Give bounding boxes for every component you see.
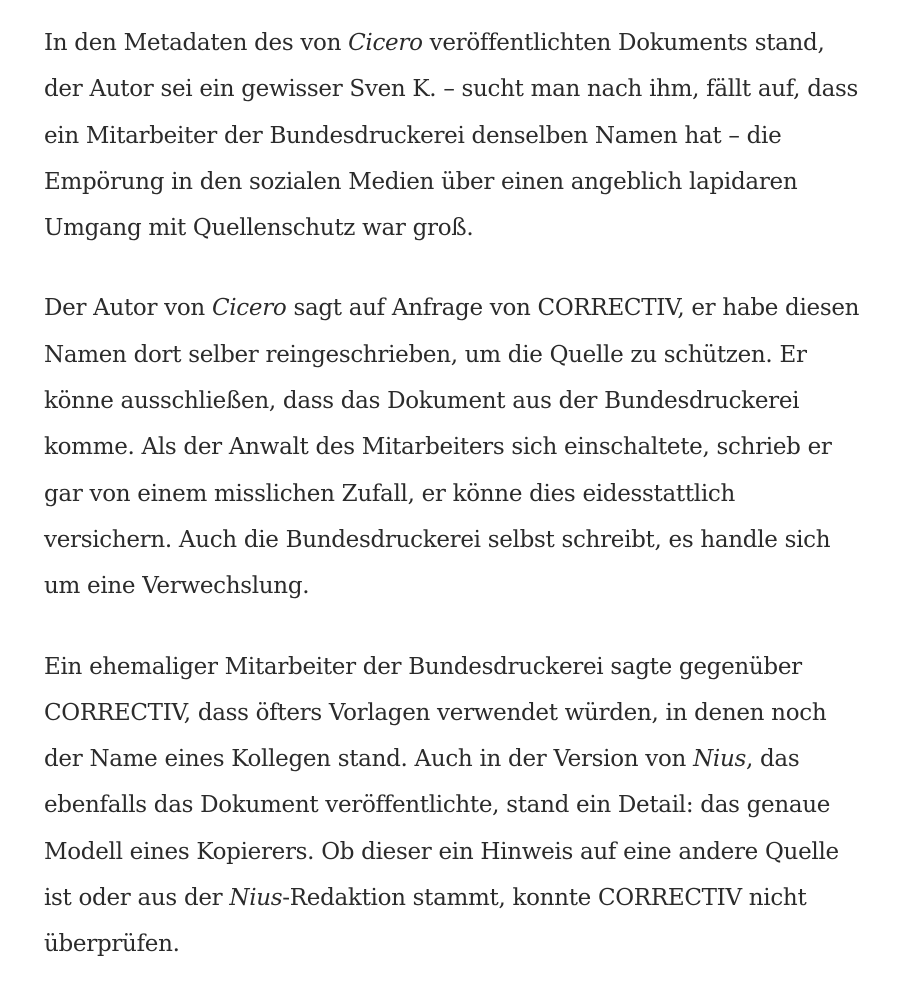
text-line <box>44 471 872 517</box>
text-line <box>44 113 872 159</box>
text-line <box>44 20 872 66</box>
text-line <box>44 285 872 331</box>
text-line <box>44 205 872 251</box>
article-paragraph <box>44 285 872 609</box>
text-run: veröffentlichten Dokuments stand, <box>422 30 825 56</box>
text-line <box>44 159 872 205</box>
text-line <box>44 66 872 112</box>
text-line <box>44 644 872 690</box>
text-run: ein Mitarbeiter der Bundesdruckerei denselben Namen hat – die <box>44 122 782 149</box>
text-run: Umgang mit Quellenschutz war groß. <box>44 215 474 242</box>
text-run: versichern. Auch die Bundesdruckerei selbst schreibt, es handle sich <box>44 526 831 553</box>
text-run: gar von einem misslichen Zufall, er könne dies eidesstattlich <box>44 480 735 507</box>
text-run: könne ausschließen, dass das Dokument aus der Bundesdruckerei <box>44 388 800 415</box>
text-line <box>44 736 872 782</box>
text-line <box>44 517 872 563</box>
article-paragraph <box>44 20 872 251</box>
text-line <box>44 875 872 921</box>
article-paragraph <box>44 644 872 968</box>
text-line <box>44 829 872 875</box>
italic-publication-name: Nius <box>693 746 746 773</box>
text-run: -Redaktion stammt, konnte CORRECTIV nicht <box>282 885 807 912</box>
text-run: Empörung in den sozialen Medien über einen angeblich lapidaren <box>44 168 798 195</box>
text-run: Namen dort selber reingeschrieben, um die Quelle zu schützen. Er <box>44 341 807 368</box>
text-run: ist oder aus der <box>44 885 230 912</box>
text-run: der Autor sei ein gewisser Sven K. – sucht man nach ihm, fällt auf, dass <box>44 76 859 103</box>
text-run: In den Metadaten des von <box>44 30 349 56</box>
text-run: komme. Als der Anwalt des Mitarbeiters sich einschaltete, schrieb er <box>44 434 832 461</box>
text-run: Ein ehemaliger Mitarbeiter der Bundesdruckerei sagte gegenüber <box>44 653 802 680</box>
text-line <box>44 690 872 736</box>
text-run: Modell eines Kopierers. Ob dieser ein Hinweis auf eine andere Quelle <box>44 838 839 865</box>
italic-publication-name: Cicero <box>348 30 423 56</box>
text-line <box>44 782 872 828</box>
text-line <box>44 563 872 609</box>
text-line <box>44 332 872 378</box>
text-run: Der Autor von <box>44 295 212 322</box>
text-run: der Name eines Kollegen stand. Auch in der Version von <box>44 746 694 773</box>
text-line <box>44 378 872 424</box>
text-run: , das <box>745 746 800 773</box>
text-line <box>44 424 872 470</box>
text-run: um eine Verwechslung. <box>44 573 310 600</box>
italic-publication-name: Cicero <box>211 295 287 322</box>
text-line <box>44 921 872 967</box>
text-run: CORRECTIV, dass öfters Vorlagen verwendet würden, in denen noch <box>44 699 827 726</box>
text-run: ebenfalls das Dokument veröffentlichte, stand ein Detail: das genaue <box>44 792 831 819</box>
text-run: überprüfen. <box>44 931 180 958</box>
text-run: sagt auf Anfrage von CORRECTIV, er habe diesen <box>286 295 860 322</box>
italic-publication-name: Nius <box>229 885 283 912</box>
